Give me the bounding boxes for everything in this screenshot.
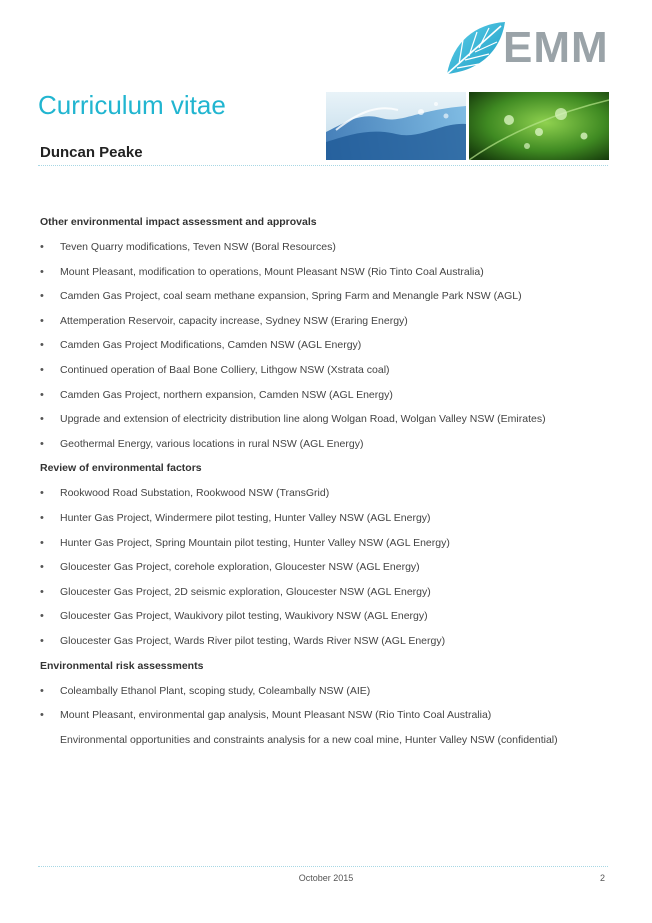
section-heading: Review of environmental factors [40,462,202,475]
bullet-icon: • [40,634,44,647]
list-item: • Mount Pleasant, environmental gap analysis, Mount Pleasant NSW (Rio Tinto Coal Australia) [40,703,610,728]
bullet-icon: • [40,709,44,722]
list-item: • Hunter Gas Project, Spring Mountain pilot testing, Hunter Valley NSW (AGL Energy) [40,531,610,556]
bullet-icon: • [40,290,44,303]
bullet-icon: • [40,413,44,426]
logo-wordmark: EMM [503,23,609,72]
bullet-icon: • [40,314,44,327]
list-item: • Geothermal Energy, various locations in rural NSW (AGL Energy) [40,432,610,457]
section-ref [40,456,610,653]
cv-content [40,210,610,752]
list-item: • Camden Gas Project, coal seam methane expansion, Spring Farm and Menangle Park NSW (AGL) [40,284,610,309]
person-name: Duncan Peake [40,144,143,161]
list-item: • Camden Gas Project Modifications, Camden NSW (AGL Energy) [40,333,610,358]
bullet-icon: • [40,610,44,623]
section-heading: Other environmental impact assessment and approvals [40,216,317,228]
bullet-icon: • [40,339,44,352]
section-risk [40,654,610,752]
section-heading: Environmental risk assessments [40,659,204,672]
bullet-icon: • [40,684,44,697]
list-item: • Rookwood Road Substation, Rookwood NSW (TransGrid) [40,481,610,506]
list-item: • Camden Gas Project, northern expansion, Camden NSW (AGL Energy) [40,383,610,408]
list-item: • Hunter Gas Project, Windermere pilot testing, Hunter Valley NSW (AGL Energy) [40,506,610,531]
bullet-icon: • [40,363,44,376]
water-splash-image [326,92,466,160]
bullet-icon: • [40,437,44,450]
list-item: • Continued operation of Baal Bone Colliery, Lithgow NSW (Xstrata coal) [40,358,610,383]
green-leaf-image [469,92,609,160]
list-item: • Coleambally Ethanol Plant, scoping study, Coleambally NSW (AIE) [40,679,610,704]
list-item: • Gloucester Gas Project, Waukivory pilot testing, Waukivory NSW (AGL Energy) [40,604,610,629]
header-divider [38,165,608,166]
list-item: • Gloucester Gas Project, corehole exploration, Gloucester NSW (AGL Energy) [40,555,610,580]
section-eia [40,210,610,456]
list-item: • Gloucester Gas Project, Wards River pilot testing, Wards River NSW (AGL Energy) [40,629,610,654]
list-item-continuation: Environmental opportunities and constraints analysis for a new coal mine, Hunter Valley NSW (confidential) [60,733,558,746]
bullet-icon: • [40,265,44,278]
bullet-icon: • [40,536,44,549]
bullet-icon: • [40,585,44,598]
page-number: 2 [600,873,606,883]
bullet-icon: • [40,241,44,253]
list-item: • Teven Quarry modifications, Teven NSW (Boral Resources) [40,235,610,260]
bullet-icon: • [40,487,44,500]
footer-divider [38,866,608,867]
footer-date: October 2015 [298,873,354,883]
list-item: • Gloucester Gas Project, 2D seismic exploration, Gloucester NSW (AGL Energy) [40,580,610,605]
bullet-icon: • [40,511,44,524]
list-item: • Upgrade and extension of electricity distribution line along Wolgan Road, Wolgan Valley NSW (Emirates) [40,407,610,432]
list-item: • Attemperation Reservoir, capacity increase, Sydney NSW (Eraring Energy) [40,309,610,334]
list-item: • Mount Pleasant, modification to operations, Mount Pleasant NSW (Rio Tinto Coal Australia) [40,260,610,285]
bullet-icon: • [40,388,44,401]
bullet-icon: • [40,561,44,574]
page-title: Curriculum vitae [38,90,226,120]
